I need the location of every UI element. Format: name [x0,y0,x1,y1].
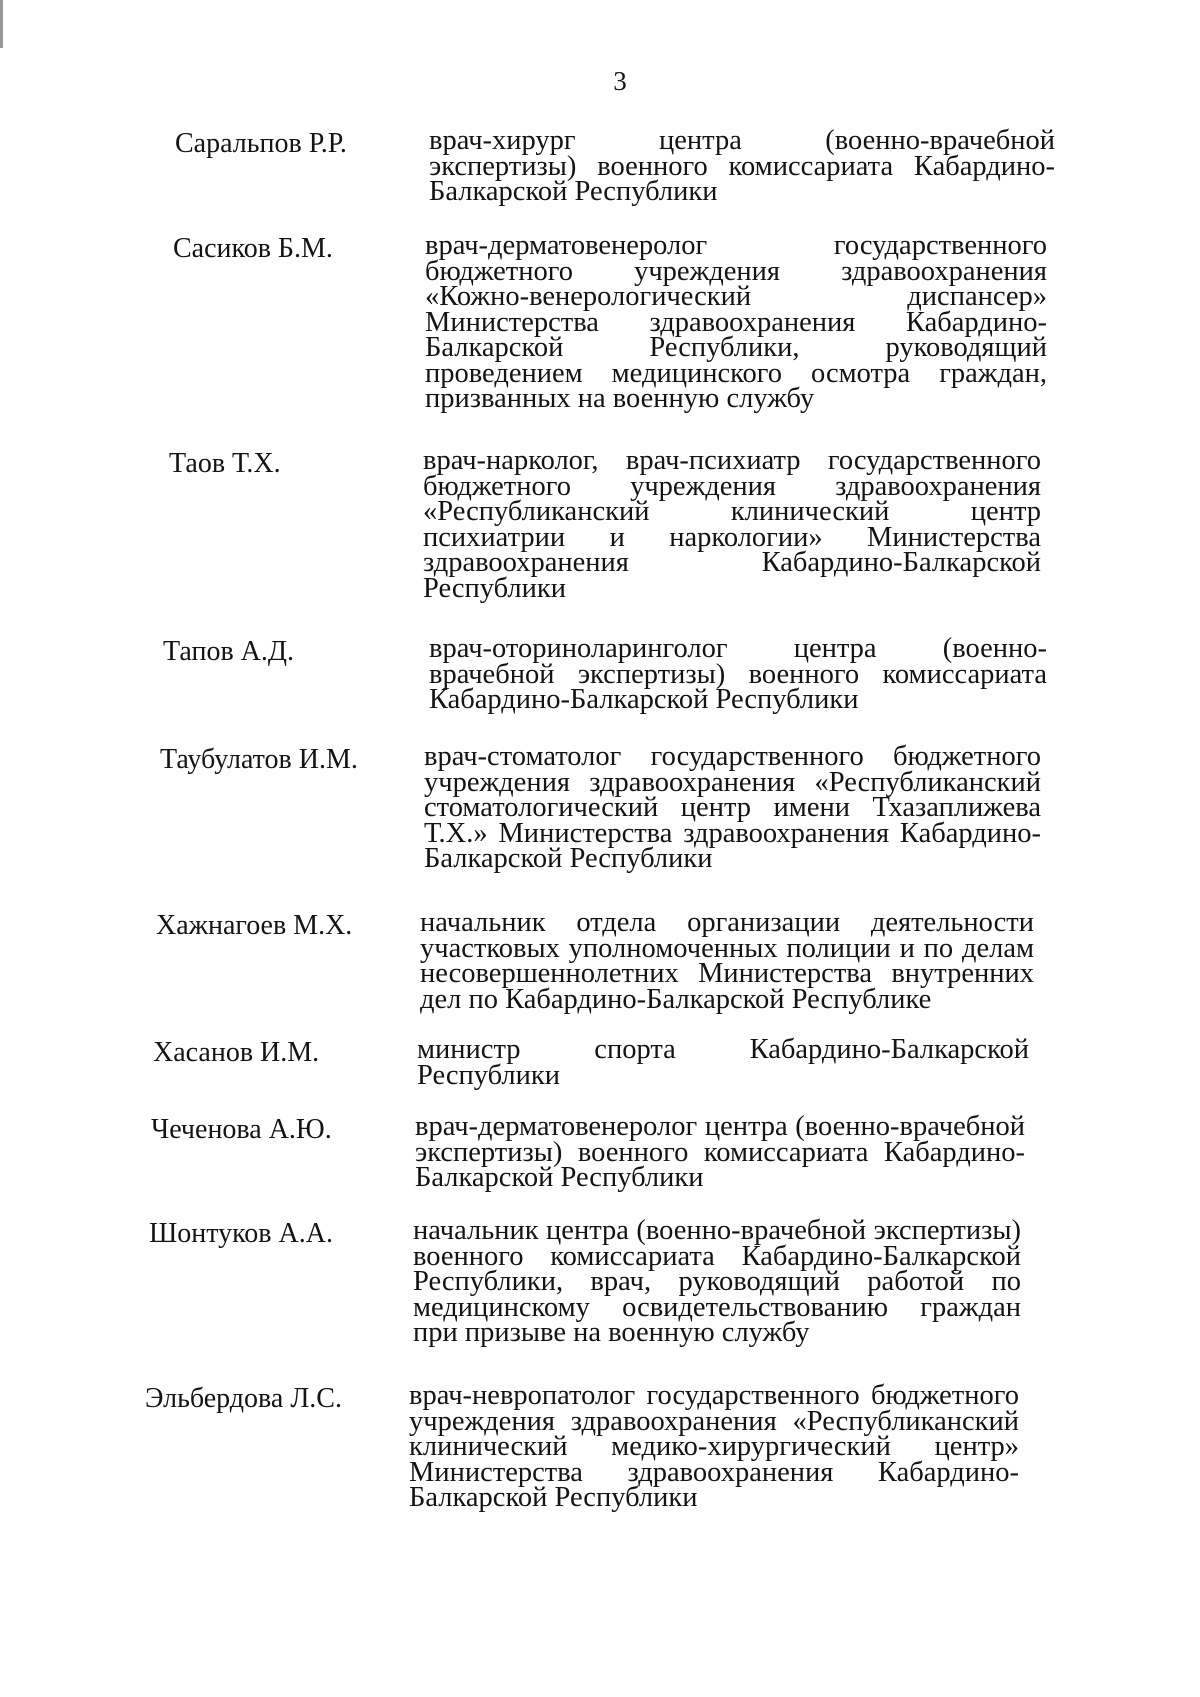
member-name: Таов Т.Х. [169,448,281,479]
member-name: Шонтуков А.А. [149,1218,333,1249]
member-name: Сасиков Б.М. [173,233,333,264]
member-name: Эльбердова Л.С. [145,1383,342,1414]
member-position: врач-стоматолог государственного бюджетного учреждения здравоохранения «Республиканский стоматологический центр имени Тхазаплижева Т.Х.» Министерства здравоохранения Кабардино-Балкарской Республики [424,741,1041,874]
member-position: врач-оториноларинголог центра (военно-врачебной экспертизы) военного комиссариата Кабардино-Балкарской Республики [429,633,1047,715]
member-position: врач-невропатолог государственного бюджетного учреждения здравоохранения «Республиканский клинический медико-хирургический центр» Министерства здравоохранения Кабардино-Балкарской Республики [409,1380,1019,1513]
member-name: Чеченова А.Ю. [151,1114,332,1145]
member-position: врач-хирург центра (военно-врачебной экспертизы) военного комиссариата Кабардино-Балкарской Республики [429,125,1055,207]
member-position: начальник отдела организации деятельности участковых уполномоченных полиции и по делам несовершеннолетних Министерства внутренних дел по Кабардино-Балкарской Республике [420,907,1034,1015]
member-position: начальник центра (военно-врачебной экспертизы) военного комиссариата Кабардино-Балкарской Республики, врач, руководящий работой по медицинскому освидетельствованию граждан при призыве на военную службу [413,1215,1021,1348]
member-position: врач-нарколог, врач-психиатр государственного бюджетного учреждения здравоохранения «Республиканский клинический центр психиатрии и наркологии» Министерства здравоохранения Кабардино-Балкарской Республики [423,445,1041,604]
member-name: Тапов А.Д. [163,636,294,667]
page-number: 3 [613,66,627,96]
member-position: врач-дерматовенеролог государственного бюджетного учреждения здравоохранения «Кожно-венерологический диспансер» Министерства здравоохранения Кабардино-Балкарской Республики, руководящий проведением медицинского осмотра граждан, призванных на военную службу [425,230,1047,414]
member-position: министр спорта Кабардино-Балкарской Республики [417,1034,1029,1091]
member-name: Хасанов И.М. [153,1037,320,1068]
member-name: Саральпов Р.Р. [175,128,347,159]
member-name: Таубулатов И.М. [160,744,358,775]
scan-edge-mark [0,0,3,48]
member-name: Хажнагоев М.Х. [156,910,353,941]
member-position: врач-дерматовенеролог центра (военно-врачебной экспертизы) военного комиссариата Кабардино-Балкарской Республики [415,1111,1025,1193]
